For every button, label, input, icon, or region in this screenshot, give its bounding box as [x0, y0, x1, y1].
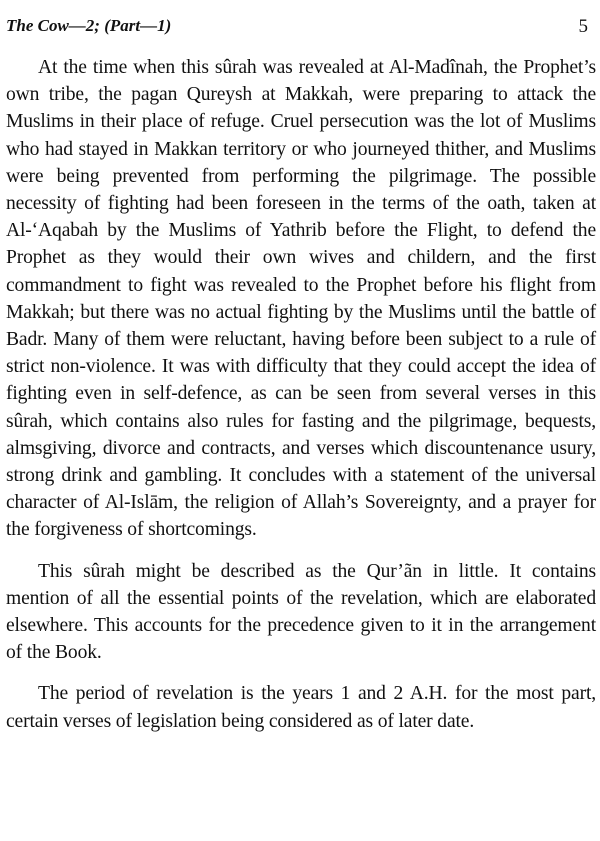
page-number: 5	[578, 16, 588, 37]
running-head: The Cow—2; (Part—1)	[6, 16, 172, 35]
paragraph-revelation-period: The period of revelation is the years 1 and 2 A.H. for the most part, certain verses of legislation being considered as of later date.	[6, 683, 596, 732]
paragraph-summary: This sûrah might be described as the Qur’ãn in little. It contains mention of all the essential points of the revelation, which are elaborated elsewhere. This accounts for the precedence given to it in the arrangement of the Book.	[6, 560, 596, 664]
body-text	[6, 54, 596, 749]
paragraph-context: At the time when this sûrah was revealed at Al-Madînah, the Prophet’s own tribe, the pagan Qureysh at Makkah, were preparing to attack the Muslims in their place of refuge. Cruel persecution was the lot of Muslims who had stayed in Makkan territory or who journeyed thither, and Muslims were being prevented from performing the pilgrimage. The possible necessity of fighting had been foreseen in the terms of the oath, taken at Al-‘Aqabah by the Muslims of Yathrib before the Flight, to defend the Prophet as they would their own wives and childern, and the first commandment to fight was revealed to the Prophet before his flight from Makkah; but there was no actual fighting by the Muslims until the battle of Badr. Many of them were reluctant, having before been subject to a rule of strict non-violence. It was with difficulty that they could accept the idea of fighting even in self-defence, as can be seen from several verses in this sûrah, which contains also rules for fasting and the pilgrimage, bequests, almsgiving, divorce and contracts, and verses which discountenance usury, strong drink and gambling. It concludes with a statement of the universal character of Al-Islām, the religion of Allah’s Sovereignty, and a prayer for the forgiveness of shortcomings.	[6, 57, 596, 541]
